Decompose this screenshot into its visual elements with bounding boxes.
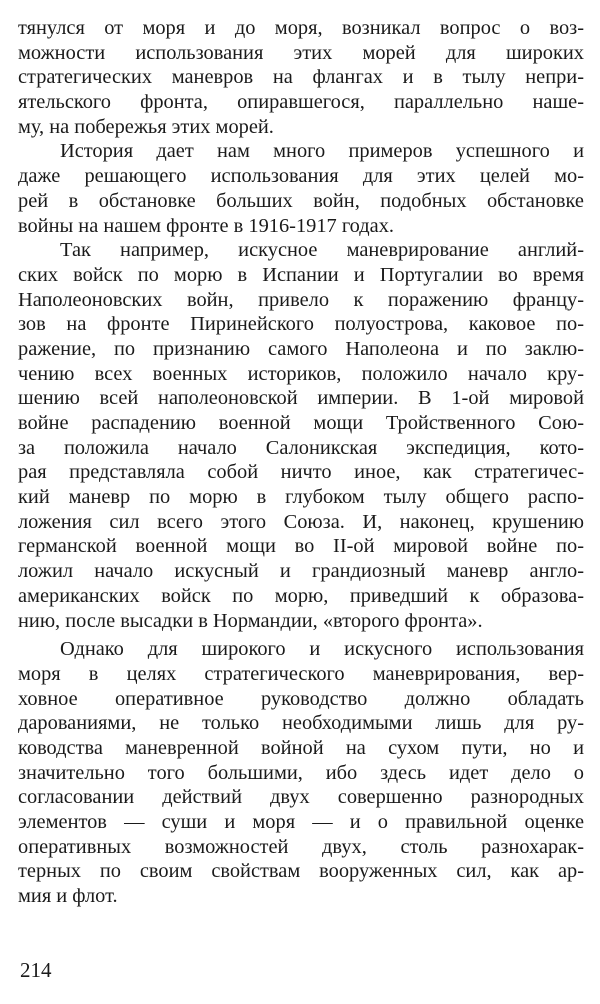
text-line: ских войск по морю в Испании и Португалии во время [18, 263, 584, 286]
paragraph-4 [18, 637, 584, 909]
text-line: рей в обстановке больших войн, подобных обстановке [18, 189, 584, 212]
text-line: Так например, искусное маневрирование англий- [60, 239, 584, 262]
text-line: ятельского фронта, опиравшегося, параллельно наше- [18, 91, 584, 114]
text-line: значительно того большими, ибо здесь идет дело о [18, 761, 584, 784]
text-line: ховное оперативное руководство должно обладать [18, 687, 584, 710]
page-number: 214 [20, 958, 52, 982]
text-line: нию, после высадки в Нормандии, «второго фронта». [18, 609, 483, 632]
text-line: войне распадению военной мощи Тройственного Сою- [18, 412, 584, 434]
text-line: История дает нам много примеров успешного и [60, 140, 584, 163]
text-line: му, на побережья этих морей. [18, 115, 274, 138]
text-line: Однако для широкого и искусного использования [60, 638, 584, 661]
text-line: элементов — суши и моря — и о правильной оценке [18, 811, 584, 833]
text-line: ложил начало искусный и грандиозный маневр англо- [18, 560, 584, 583]
text-line: дарованиями, не только необходимыми лишь для ру- [18, 712, 584, 735]
text-line: ководства маневренной войной на сухом пути, но и [18, 736, 584, 759]
text-line: зов на фронте Пиринейского полуострова, каковое по- [18, 313, 584, 336]
text-line: оперативных возможностей двух, столь разнохарак- [18, 835, 584, 858]
text-line: тянулся от моря и до моря, возникал вопрос о воз- [18, 17, 584, 39]
text-line: моря в целях стратегического маневрирования, вер- [18, 662, 584, 685]
text-line: рая представляла собой ничто иное, как стратегичес- [18, 461, 584, 484]
text-line: даже решающего использования для этих целей мо- [18, 165, 584, 188]
paragraph-3 [18, 238, 584, 633]
text-line: ложения сил всего этого Союза. И, наконец, крушению [18, 510, 584, 533]
paragraph-2 [18, 139, 584, 238]
text-line: согласовании действий двух совершенно разнородных [18, 786, 584, 809]
text-line: Наполеоновских войн, привело к поражению францу- [18, 288, 584, 311]
text-line: американских войск по морю, приведший к образова- [18, 584, 584, 607]
text-line: мия и флот. [18, 885, 118, 908]
text-line: кий маневр по морю в глубоком тылу общего распо- [18, 486, 584, 509]
paragraph-1 [18, 16, 584, 139]
text-line: шению всей наполеоновской империи. В 1-ой мировой [18, 387, 584, 410]
text-line: стратегических маневров на флангах и в тылу непри- [18, 66, 584, 89]
text-line: за положила начало Салоникская экспедиция, кото- [18, 436, 584, 459]
text-line: войны на нашем фронте в 1916-1917 годах. [18, 214, 395, 237]
text-line: ражение, по признанию самого Наполеона и по заклю- [18, 337, 584, 360]
text-line: терных по своим свойствам вооруженных сил, как ар- [18, 860, 584, 883]
text-line: можности использования этих морей для широких [18, 41, 584, 64]
book-page-text [18, 16, 584, 909]
text-line: чению всех военных историков, положило начало кру- [18, 362, 584, 385]
text-line: германской военной мощи во II-ой мировой войне по- [18, 535, 584, 558]
